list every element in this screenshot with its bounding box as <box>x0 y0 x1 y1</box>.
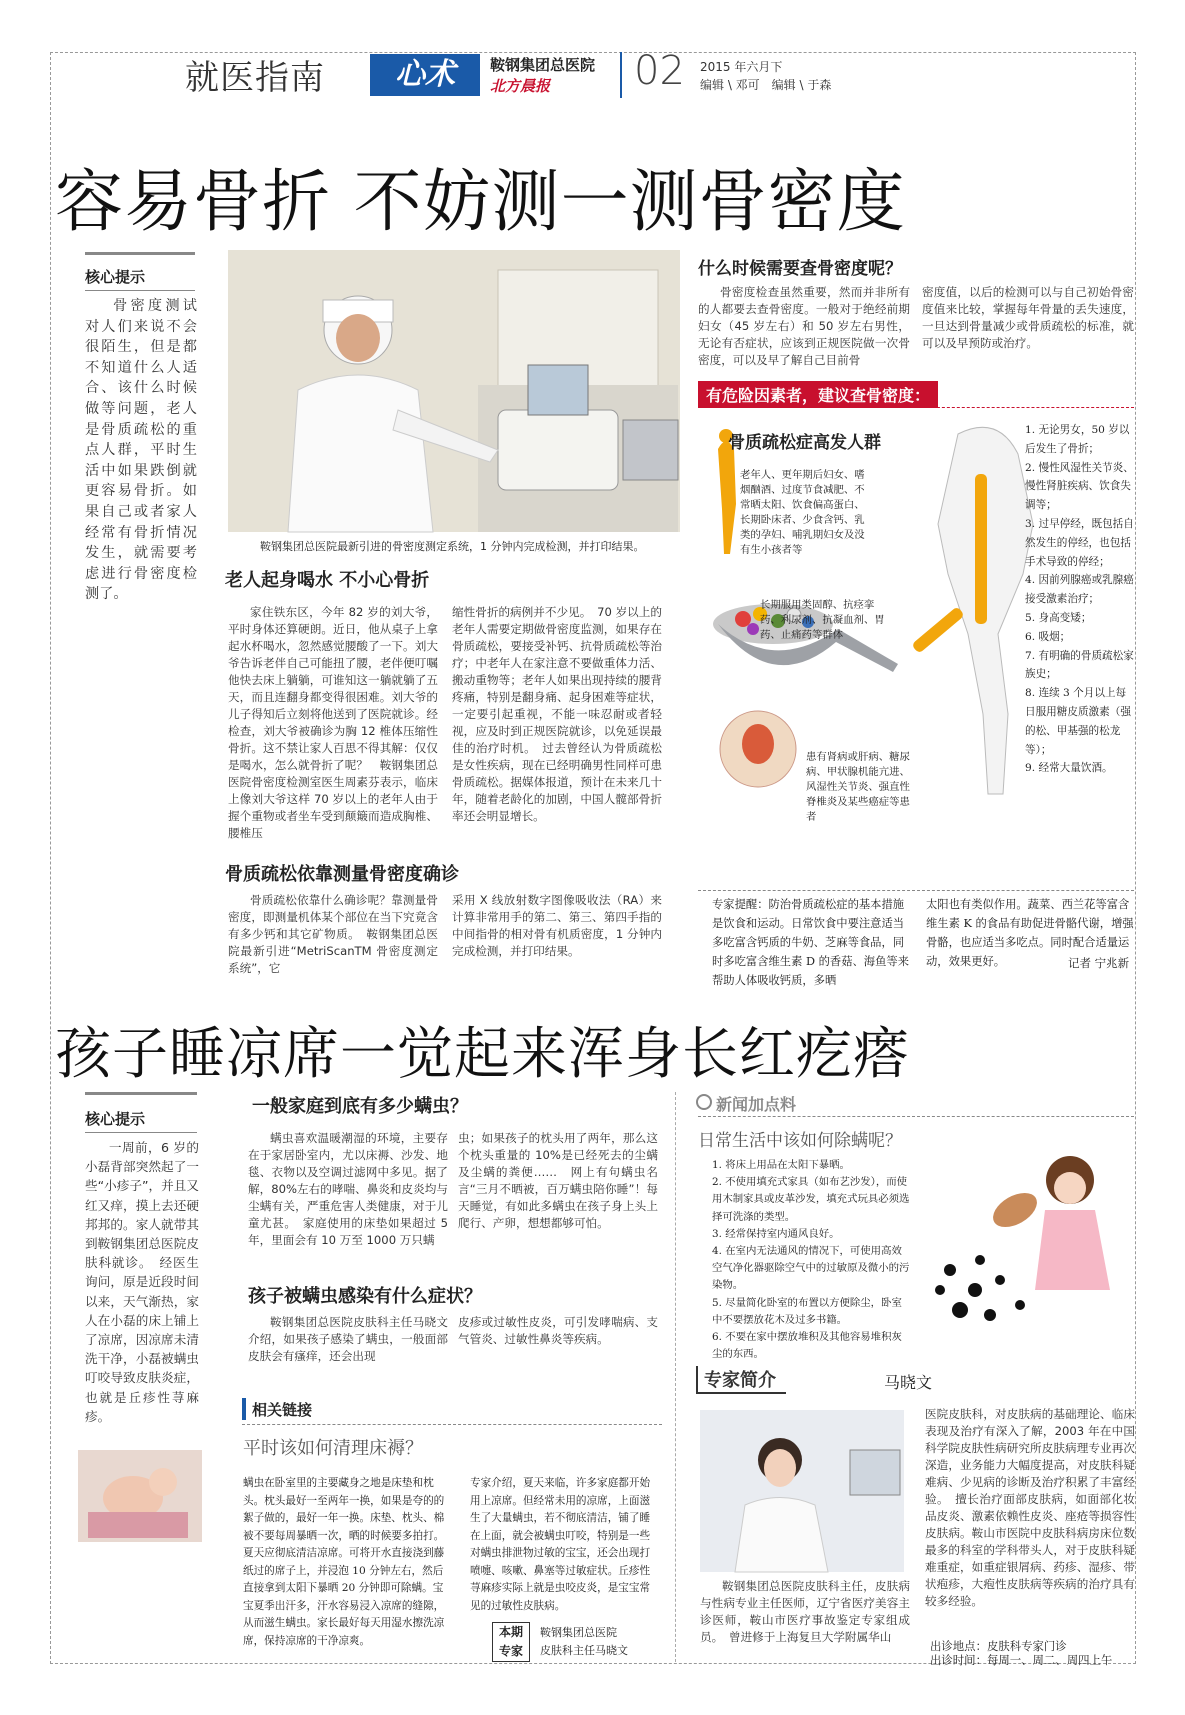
illus-title: 骨质疏松症高发人群 <box>728 433 881 453</box>
stamp-line-1: 本期 <box>498 1625 523 1639</box>
article1-sub1: 老人起身喝水 不小心骨折 <box>225 570 430 591</box>
when-col1: 骨密度检查虽然重要，然而并非所有的人都要去查骨密度。一般对于绝经前期妇女（45 岁左右）和 50 岁左右男性，无论有否症状，应该到正规医院做一次骨密度，可以及早了解自己目前骨 <box>698 285 910 367</box>
article1-sub2: 骨质疏松依靠测量骨密度确诊 <box>225 864 459 885</box>
reporter: 记者 宁兆新 <box>1068 956 1130 970</box>
risk-item: 4. 因前列腺癌或乳腺癌接受激素治疗； <box>1025 574 1134 606</box>
expert-label: 专家简介 <box>696 1366 786 1394</box>
risk-item: 8. 连续 3 个月以上每日服用糖皮质激素（强的松、甲基强的松龙等）； <box>1025 687 1131 756</box>
link-col1: 螨虫在卧室里的主要藏身之地是床垫和枕头。枕头最好一至两年一换，如果是夸的的絮子做的，最好一年一换。床垫、枕头、棉被不要每周暴晒一次，晒的时候要多拍打。 夏天应彻底清洁凉席。可将开水直接浇到藤纸过的席子上，并浸泡 10 分钟左右，然后直接拿到太阳下暴晒 20 分钟即可除螨。宝宝夏季出汗多，汗水容易浸入凉席的缝隙，从而滋生螨虫。家长最好每天用湿水擦洗凉席，保持凉席的干净凉爽。 <box>243 1477 450 1647</box>
risk-item: 5. 身高变矮； <box>1025 611 1092 624</box>
core-tip-text-2: 一周前，6 岁的小磊背部突然起了一些“小疹子”，并且又红又痒，摸上去还硬邦邦的。家人就带其到鞍钢集团总医院皮肤科就诊。 经医生询问，原是近段时间以来，天气渐热，家人在小磊的床上铺上了凉席，因凉席未清洗干净，小磊被螨虫叮咬导致皮肤炎症，也就是丘疹性荨麻疹。 <box>85 1140 199 1424</box>
article2-sub2: 孩子被螨虫感染有什么症状？ <box>248 1286 482 1307</box>
core-tip-rule-2 <box>85 1132 197 1133</box>
daily-item: 6. 不要在家中摆放堆积及其他容易堆积灰尘的东西。 <box>712 1331 902 1361</box>
risk-item: 1. 无论男女，50 岁以后发生了骨折； <box>1025 424 1130 455</box>
core-tip-text: 骨密度测试对人们来说不会很陌生，但是都不知道什么人适合、该什么时候做等问题，老人是骨质疏松的重点人群，平时生活中如果跌倒就更容易骨折。如果自己或者家人经常有骨折情况发生，就需要考虑进行骨密度检测了。 <box>85 298 197 603</box>
issue-date: 2015 年六月下 <box>700 60 783 74</box>
column-divider <box>675 1092 676 1662</box>
daily-list <box>712 1157 912 1361</box>
article2-sub1-col1: 螨虫喜欢温暖潮湿的环境，主要存在于家居卧室内，尤以床褥、沙发、地毯、衣物以及空调过滤网中多见。据了解，80%左右的哮喘、鼻炎和皮炎均与尘螨有关，严重危害人类健康，对于儿童尤甚。 家庭使用的床垫如果超过 5 年，里面会有 10 万至 1000 万只螨 <box>248 1131 448 1247</box>
link-label: 相关链接 <box>252 1401 313 1419</box>
article2-sub1: 一般家庭到底有多少螨虫？ <box>252 1096 468 1117</box>
page-number: 02 <box>634 48 685 94</box>
subbrand-name: 北方晨报 <box>490 77 551 95</box>
risk-item: 7. 有明确的骨质疏松家族史； <box>1025 649 1134 681</box>
expert-text-right: 医院皮肤科，对皮肤病的基础理论、临床表现及治疗有深入了解，2003 年在中国科学院皮肤性病研究所皮肤病理专业再次深造，业务能力大幅度提高，对皮肤科疑难病、少见病的诊断及治疗积累了丰富经验。 擅长治疗面部皮肤病，如面部化妆品皮炎、激素依赖性皮炎、座疮等损容性皮肤病。鞍山市医院中皮肤科病房床位数最多的科室的学科带头人，对于皮肤科疑难重症，如重症银屑病、药疹、湿疹、带状疱疹，大疱性皮肤病等疾病的治疗具有较多经验。 <box>925 1407 1135 1608</box>
stamp-line-2: 专家 <box>498 1644 523 1658</box>
daily-item: 5. 尽量简化卧室的布置以方便除尘，卧室中不要摆放花木及过多书籍。 <box>712 1296 902 1326</box>
article2-headline: 孩子睡凉席一觉起来浑身长红疙瘩 <box>55 1022 910 1087</box>
core-tip-rule <box>85 290 195 291</box>
illus-group3: 患有肾病或肝病、糖尿病、甲状腺机能亢进、风湿性关节炎、强直性脊椎炎及某些癌症等患者 <box>806 751 910 823</box>
risk-list <box>1025 421 1135 841</box>
daily-item: 2. 不使用填充式家具（如布艺沙发），而使用木制家具或皮革沙发，填充式玩具必须选择可洗涤的类型。 <box>712 1176 910 1223</box>
risk-item: 6. 吸烟； <box>1025 630 1071 643</box>
bone-density-photo <box>228 250 680 532</box>
daily-head: 日常生活中该如何除螨呢？ <box>698 1131 902 1151</box>
photo-caption: 鞍钢集团总医院最新引进的骨密度测定系统，1 分钟内完成检测，并打印结果。 <box>260 540 645 553</box>
clinic-time: 出诊时间：每周一、周二、周四上午 <box>930 1653 1113 1667</box>
section-title: 就医指南 <box>185 58 325 98</box>
article1-sub2-col2: 采用 X 线放射数字图像吸收法（RA）来计算非常用手的第二、第三、第四手指的中间指骨的相对骨有机质密度，1 分钟内完成检测，并打印结果。 <box>452 893 662 958</box>
risk-bar-rule <box>698 407 1134 408</box>
link-col2: 专家介绍，夏天来临，许多家庭都开始用上凉席。但经常未用的凉席，上面滋生了大量螨虫，若不彻底清洁，铺了睡在上面，就会被螨虫叮咬，特别是一些对螨虫排泄物过敏的宝宝，还会出现打喷嚏、咳嗽、鼻塞等过敏症状。丘疹性荨麻疹实际上就是虫咬皮炎，是宝宝常见的过敏性皮肤病。 <box>470 1477 651 1612</box>
tip-rule <box>698 890 1134 891</box>
stamp-text <box>540 1624 628 1660</box>
editors: 编辑 \ 邓可 编辑 \ 于森 <box>700 78 832 92</box>
link-title: 平时该如何清理床褥？ <box>243 1438 423 1459</box>
article1-sub2-col1: 骨质疏松依靠什么确诊呢？靠测量骨密度，即测量机体某个部位在当下究竟含有多少钙和其它矿物质。 鞍钢集团总医院最新引进“MetriScanTM 骨密度测定系统”，它 <box>228 893 438 975</box>
hospital-name: 鞍钢集团总医院 <box>490 56 596 74</box>
daily-item: 1. 将床上用品在太阳下暴晒。 <box>712 1159 850 1171</box>
article1-sub1-col1: 家住铁东区，今年 82 岁的刘大爷，平时身体还算硬朗。近日，他从桌子上拿起水杯喝水，忽然感觉腰酸了一下。刘大爷告诉老伴自己可能扭了腰，老伴便叮嘱他快去床上躺躺，可谁知这一躺就躺了五天，而且连翻身都变得很困难。刘大爷的儿子得知后立刻将他送到了医院就诊。经检查，刘大爷被确诊为胸 12 椎体压缩性骨折。这不禁让家人百思不得其解：仅仅是喝水，怎么就骨折了呢？ 鞍钢集团总医院骨密度检测室医生周素芬表示，临床上像刘大爷这样 70 岁以上的老年人由于握个重物或者坐车受到颠簸而造成胸椎、腰椎压 <box>228 605 438 840</box>
article2-sub2-col1: 鞍钢集团总医院皮肤科主任马晓文介绍，如果孩子感染了螨虫，一般面部皮肤会有瘙痒，还会出现 <box>248 1315 448 1363</box>
expert-text-bottom: 鞍钢集团总医院皮肤科主任，皮肤病与性病专业主任医师，辽宁省医疗美容主诊医师，鞍山市医疗事故鉴定专家组成员。 曾进修于上海复旦大学附属华山 <box>700 1579 910 1644</box>
article1-sub1-col2: 缩性骨折的病例并不少见。 70 岁以上的老年人需要定期做骨密度监测，如果存在骨质疏松，要接受补钙、抗骨质疏松等治疗；中老年人在家注意不要做重体力活、搬动重物等；老年人如果出现持续的腰背疼痛，特别是翻身痛、起身困难等症状，一定要引起重视，不能一味忍耐或者轻视，应及时到正规医院就诊，以免延误最佳的治疗时机。 过去曾经认为骨质疏松是女性疾病，现在已经明确男性同样可患骨质疏松。据媒体报道，预计在未来几十年，随着老龄化的加剧，中国人髋部骨折率还会明显增长。 <box>452 605 662 823</box>
risk-item: 3. 过早停经，既包括自然发生的停经，也包括手术导致的停经； <box>1025 517 1134 568</box>
stamp-text-1: 鞍钢集团总医院 <box>540 1626 617 1639</box>
clinic-place: 出诊地点：皮肤科专家门诊 <box>930 1639 1067 1653</box>
risk-bar: 有危险因素者，建议查骨密度： <box>698 381 938 408</box>
core-tip-bar-2 <box>85 1092 197 1095</box>
link-marker <box>242 1398 246 1420</box>
daily-item: 3. 经常保持室内通风良好。 <box>712 1227 840 1240</box>
article2-sub1-col2: 虫；如果孩子的枕头用了两年，那么这个枕头重量的 10%是已经死去的尘螨及尘螨的粪便…… 网上有句螨虫名言“三月不晒被，百万螨虫陪你睡”！每天睡觉，有如此多螨虫在孩子身上头上爬行、产卵，想想都够可怕。 <box>458 1131 658 1230</box>
when-head: 什么时候需要查骨密度呢？ <box>698 259 902 279</box>
core-tip-label-2: 核心提示 <box>85 1110 146 1128</box>
article1-headline: 容易骨折 不妨测一测骨密度 <box>55 163 906 242</box>
risk-item: 2. 慢性风湿性关节炎、慢性肾脏疾病、饮食失调等； <box>1025 461 1134 512</box>
expert-photo <box>700 1410 904 1572</box>
news-play-icon <box>696 1094 712 1110</box>
when-col2: 密度值，以后的检测可以与自己初始骨密度值来比较，掌握每年骨量的丢失速度，一旦达到骨量减少或骨质疏松的标准，就可以及早预防或治疗。 <box>922 285 1134 350</box>
core-tip-bar <box>85 252 195 255</box>
expert-name: 马晓文 <box>884 1373 933 1392</box>
expert-tip-col2: 太阳也有类似作用。蔬菜、西兰花等富含维生素 K 的食品有助促进骨骼代谢，增强骨骼，也应适当多吃点。同时配合适量运动，效果更好。 <box>926 898 1134 968</box>
news-icon-label: 新闻加点料 <box>716 1095 797 1114</box>
article2-sub2-col2: 皮疹或过敏性皮炎，可引发哮喘病、支气管炎、过敏性鼻炎等疾病。 <box>458 1315 658 1346</box>
expert-stamp <box>492 1622 530 1662</box>
illus-group2: 长期服用类固醇、抗痉挛药、利尿剂、抗凝血剂、胃药、止痛药等群体 <box>760 599 885 641</box>
stamp-text-2: 皮肤科主任马晓文 <box>540 1644 628 1657</box>
cleaning-illustration <box>920 1140 1136 1340</box>
child-photo <box>78 1450 202 1542</box>
core-tip-label: 核心提示 <box>85 268 146 286</box>
expert-tip-col1: 专家提醒：防治骨质疏松症的基本措施是饮食和运动。日常饮食中要注意适当多吃富含钙质的牛奶、芝麻等食品，同时多吃富含维生素 D 的香菇、海鱼等来帮助人体吸收钙质，多晒 <box>712 898 909 987</box>
link-rule <box>242 1424 662 1425</box>
brand-logo: 心术 <box>370 54 480 96</box>
header-divider <box>620 52 622 98</box>
risk-item: 9. 经常大量饮酒。 <box>1025 762 1113 775</box>
daily-item: 4. 在室内无法通风的情况下，可使用高效空气净化器驱除空气中的过敏原及微小的污染物。 <box>712 1245 910 1292</box>
illus-group1: 老年人、更年期后妇女、嗜烟酗酒、过度节食减肥、不常晒太阳、饮食偏高蛋白、长期卧床者、少食含钙、乳类的孕妇、哺乳期妇女及没有生小孩者等 <box>740 469 865 556</box>
daily-rule <box>698 1116 1134 1117</box>
